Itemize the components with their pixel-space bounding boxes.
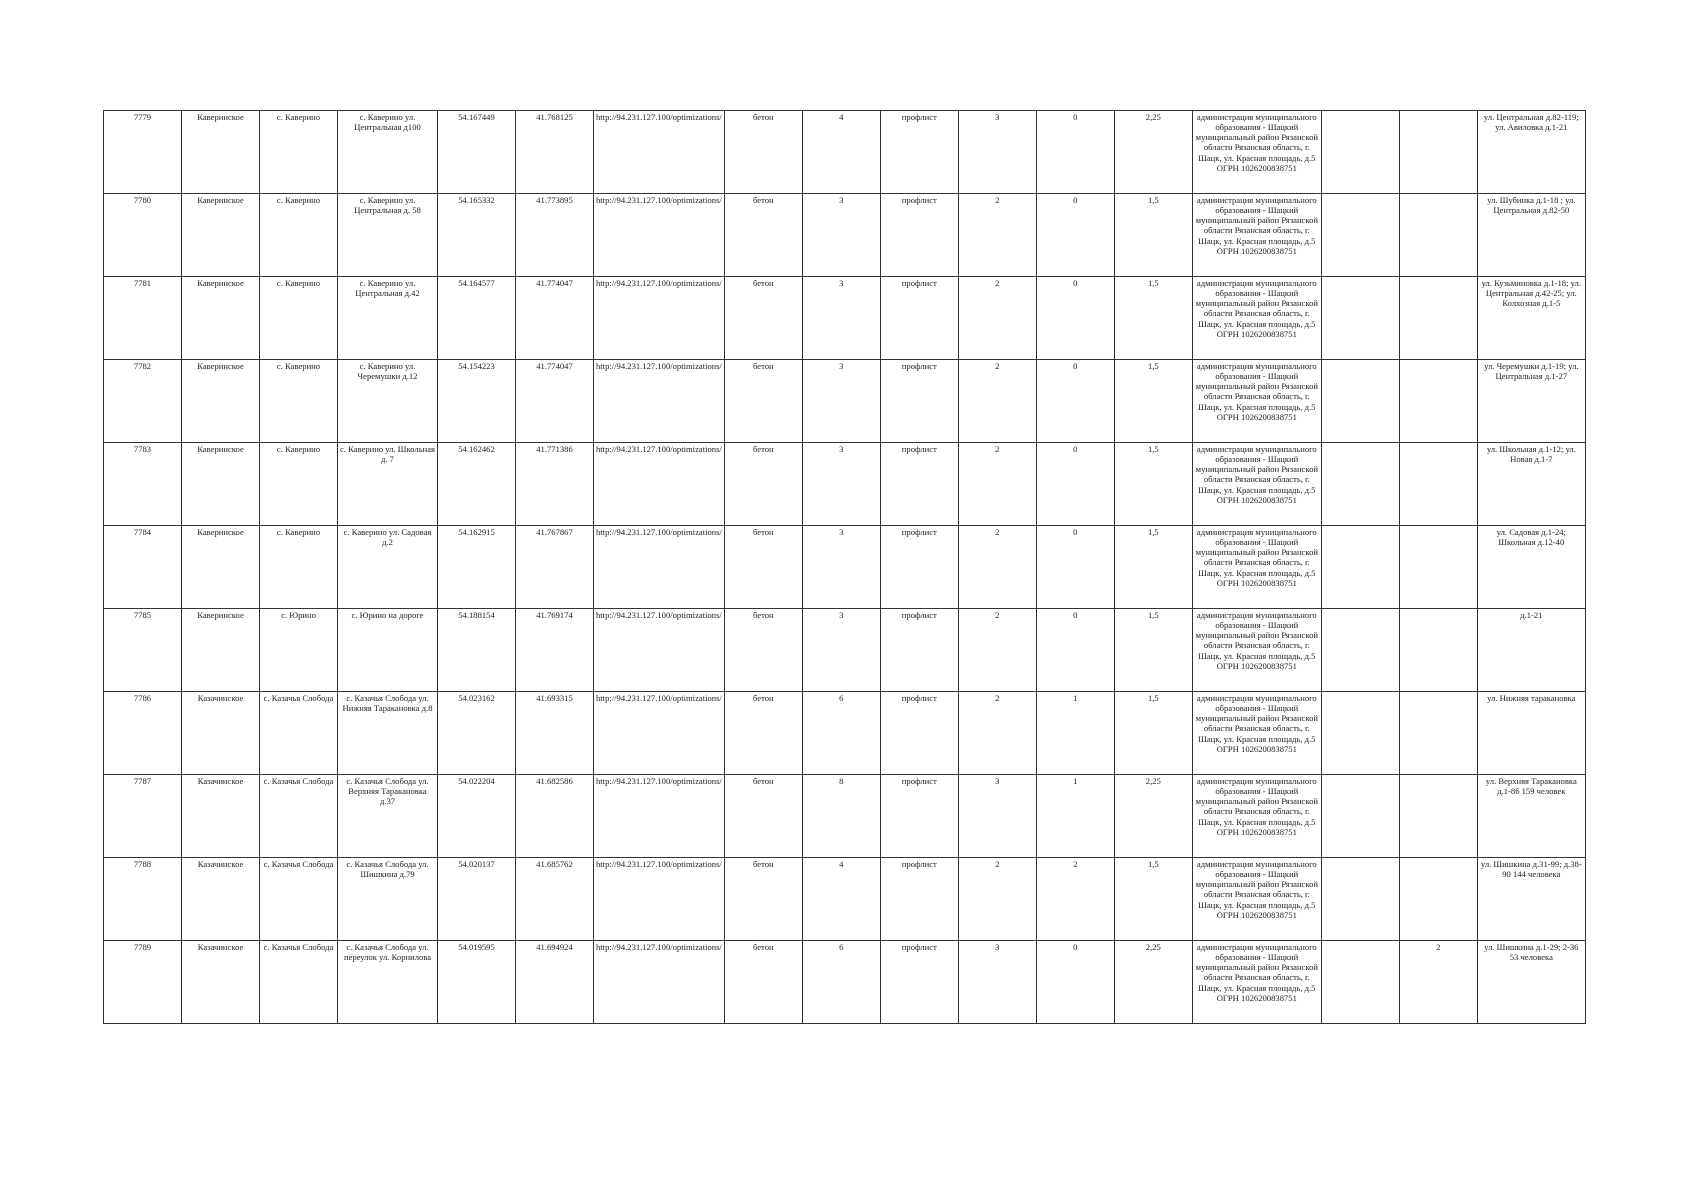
cell-count: [1399, 609, 1477, 692]
cell-extra-containers: 0: [1036, 609, 1114, 692]
table-row: [104, 360, 1586, 443]
cell-area: 1,5: [1114, 194, 1192, 277]
cell-count: [1399, 443, 1477, 526]
cell-settlement: Каверинское: [182, 360, 260, 443]
cell-bins-count: 3: [802, 194, 880, 277]
cell-locality: с. Каверино: [260, 526, 338, 609]
cell-id: 7782: [104, 360, 182, 443]
cell-surface: бетон: [724, 858, 802, 941]
cell-longitude: 41.767867: [516, 526, 594, 609]
cell-locality: с. Казачья Слобода: [260, 692, 338, 775]
cell-area: 1,5: [1114, 858, 1192, 941]
cell-area: 1,5: [1114, 692, 1192, 775]
cell-served-addresses: ул. Школьная д.1-12; ул. Новая д.1-7: [1477, 443, 1585, 526]
table-row: [104, 194, 1586, 277]
cell-containers: 3: [958, 941, 1036, 1024]
cell-id: 7788: [104, 858, 182, 941]
cell-extra-containers: 1: [1036, 692, 1114, 775]
cell-containers: 2: [958, 609, 1036, 692]
cell-bins-count: 3: [802, 609, 880, 692]
cell-id: 7786: [104, 692, 182, 775]
cell-fence: профлист: [880, 277, 958, 360]
cell-empty: [1321, 775, 1399, 858]
cell-settlement: Казачинское: [182, 858, 260, 941]
cell-served-addresses: ул. Шишкина д.1-29; 2-36 53 человека: [1477, 941, 1585, 1024]
cell-containers: 2: [958, 360, 1036, 443]
cell-containers: 3: [958, 775, 1036, 858]
cell-address: с. Казачья Слобода ул. Верхняя Таракановка д.37: [338, 775, 438, 858]
cell-surface: бетон: [724, 443, 802, 526]
cell-owner: администрация муниципального образования - Шацкий муниципальный район Рязанской области Рязанская область, г. Шацк, ул. Красная площадь, д.5 ОГРН 1026200838751: [1192, 360, 1321, 443]
cell-id: 7789: [104, 941, 182, 1024]
cell-owner: администрация муниципального образования - Шацкий муниципальный район Рязанской области Рязанская область, г. Шацк, ул. Красная площадь, д.5 ОГРН 1026200838751: [1192, 692, 1321, 775]
cell-longitude: 41.682586: [516, 775, 594, 858]
cell-locality: с. Каверино: [260, 277, 338, 360]
cell-latitude: 54.019595: [438, 941, 516, 1024]
cell-settlement: Казачинское: [182, 775, 260, 858]
cell-fence: профлист: [880, 111, 958, 194]
cell-containers: 2: [958, 692, 1036, 775]
cell-latitude: 54.164577: [438, 277, 516, 360]
cell-owner: администрация муниципального образования - Шацкий муниципальный район Рязанской области Рязанская область, г. Шацк, ул. Красная площадь, д.5 ОГРН 1026200838751: [1192, 526, 1321, 609]
cell-containers: 2: [958, 443, 1036, 526]
cell-extra-containers: 1: [1036, 775, 1114, 858]
cell-count: [1399, 692, 1477, 775]
cell-link[interactable]: http://94.231.127.100/optimizations/: [594, 277, 725, 360]
document-page: [103, 110, 1586, 1024]
cell-longitude: 41.769174: [516, 609, 594, 692]
cell-empty: [1321, 858, 1399, 941]
cell-empty: [1321, 277, 1399, 360]
table-row: [104, 692, 1586, 775]
cell-link[interactable]: http://94.231.127.100/optimizations/: [594, 194, 725, 277]
cell-address: с. Каверино ул. Центральная д.42: [338, 277, 438, 360]
cell-settlement: Каверинское: [182, 526, 260, 609]
cell-link[interactable]: http://94.231.127.100/optimizations/: [594, 692, 725, 775]
cell-longitude: 41.771386: [516, 443, 594, 526]
cell-count: [1399, 360, 1477, 443]
cell-link[interactable]: http://94.231.127.100/optimizations/: [594, 941, 725, 1024]
cell-owner: администрация муниципального образования - Шацкий муниципальный район Рязанской области Рязанская область, г. Шацк, ул. Красная площадь, д.5 ОГРН 1026200838751: [1192, 609, 1321, 692]
cell-address: с. Казачья Слобода ул. Шишкина д.79: [338, 858, 438, 941]
table-row: [104, 609, 1586, 692]
cell-empty: [1321, 692, 1399, 775]
cell-bins-count: 6: [802, 692, 880, 775]
cell-count: [1399, 526, 1477, 609]
cell-bins-count: 3: [802, 526, 880, 609]
cell-longitude: 41.768125: [516, 111, 594, 194]
cell-extra-containers: 0: [1036, 941, 1114, 1024]
cell-link[interactable]: http://94.231.127.100/optimizations/: [594, 526, 725, 609]
cell-fence: профлист: [880, 941, 958, 1024]
cell-owner: администрация муниципального образования - Шацкий муниципальный район Рязанской области Рязанская область, г. Шацк, ул. Красная площадь, д.5 ОГРН 1026200838751: [1192, 277, 1321, 360]
cell-settlement: Каверинское: [182, 111, 260, 194]
cell-longitude: 41.693315: [516, 692, 594, 775]
cell-count: [1399, 858, 1477, 941]
cell-extra-containers: 0: [1036, 443, 1114, 526]
table-row: [104, 443, 1586, 526]
cell-link[interactable]: http://94.231.127.100/optimizations/: [594, 360, 725, 443]
cell-bins-count: 4: [802, 111, 880, 194]
cell-count: [1399, 194, 1477, 277]
cell-served-addresses: ул. Садовая д.1-24; Школьная д.12-40: [1477, 526, 1585, 609]
cell-extra-containers: 0: [1036, 194, 1114, 277]
cell-served-addresses: ул. Шишкина д.31-99; д.38-90 144 человека: [1477, 858, 1585, 941]
cell-count: [1399, 277, 1477, 360]
cell-address: с. Юрино на дороге: [338, 609, 438, 692]
cell-locality: с. Каверино: [260, 360, 338, 443]
cell-locality: с. Юрино: [260, 609, 338, 692]
cell-surface: бетон: [724, 526, 802, 609]
cell-link[interactable]: http://94.231.127.100/optimizations/: [594, 111, 725, 194]
cell-area: 1,5: [1114, 443, 1192, 526]
cell-count: [1399, 111, 1477, 194]
table-row: [104, 775, 1586, 858]
cell-longitude: 41.774047: [516, 360, 594, 443]
cell-longitude: 41.774047: [516, 277, 594, 360]
cell-surface: бетон: [724, 111, 802, 194]
cell-served-addresses: ул. Нижняя таракановка: [1477, 692, 1585, 775]
cell-link[interactable]: http://94.231.127.100/optimizations/: [594, 609, 725, 692]
cell-fence: профлист: [880, 609, 958, 692]
cell-longitude: 41.773895: [516, 194, 594, 277]
cell-fence: профлист: [880, 194, 958, 277]
cell-fence: профлист: [880, 360, 958, 443]
cell-bins-count: 6: [802, 941, 880, 1024]
cell-empty: [1321, 111, 1399, 194]
cell-latitude: 54.023162: [438, 692, 516, 775]
cell-latitude: 54.167449: [438, 111, 516, 194]
cell-surface: бетон: [724, 609, 802, 692]
cell-locality: с. Каверино: [260, 194, 338, 277]
cell-link[interactable]: http://94.231.127.100/optimizations/: [594, 775, 725, 858]
cell-served-addresses: ул. Верхняя Таракановка д.1-86 159 человек: [1477, 775, 1585, 858]
cell-served-addresses: ул. Центральная д.82-119; ул. Авиловка д.1-21: [1477, 111, 1585, 194]
cell-owner: администрация муниципального образования - Шацкий муниципальный район Рязанской области Рязанская область, г. Шацк, ул. Красная площадь, д.5 ОГРН 1026200838751: [1192, 775, 1321, 858]
cell-area: 2,25: [1114, 941, 1192, 1024]
cell-address: с. Каверино ул. Садовая д.2: [338, 526, 438, 609]
cell-containers: 2: [958, 858, 1036, 941]
cell-bins-count: 4: [802, 858, 880, 941]
cell-extra-containers: 0: [1036, 526, 1114, 609]
cell-containers: 2: [958, 194, 1036, 277]
cell-settlement: Каверинское: [182, 194, 260, 277]
cell-empty: [1321, 526, 1399, 609]
table-row: [104, 941, 1586, 1024]
cell-fence: профлист: [880, 526, 958, 609]
cell-address: с. Каверино ул. Центральная д100: [338, 111, 438, 194]
cell-empty: [1321, 609, 1399, 692]
cell-locality: с. Каверино: [260, 443, 338, 526]
cell-served-addresses: ул. Кузьминовка д.1-18; ул. Центральная д.42-25; ул. Колхозная д.1-5: [1477, 277, 1585, 360]
cell-id: 7787: [104, 775, 182, 858]
cell-longitude: 41.685762: [516, 858, 594, 941]
cell-surface: бетон: [724, 692, 802, 775]
cell-containers: 2: [958, 526, 1036, 609]
cell-surface: бетон: [724, 277, 802, 360]
cell-extra-containers: 0: [1036, 277, 1114, 360]
cell-area: 2,25: [1114, 775, 1192, 858]
cell-extra-containers: 2: [1036, 858, 1114, 941]
cell-settlement: Каверинское: [182, 277, 260, 360]
cell-address: с. Каверино ул. Центральная д. 58: [338, 194, 438, 277]
cell-area: 1,5: [1114, 609, 1192, 692]
cell-empty: [1321, 941, 1399, 1024]
cell-bins-count: 8: [802, 775, 880, 858]
cell-surface: бетон: [724, 360, 802, 443]
cell-bins-count: 3: [802, 443, 880, 526]
cell-latitude: 54.022204: [438, 775, 516, 858]
cell-locality: с. Каверино: [260, 111, 338, 194]
cell-empty: [1321, 360, 1399, 443]
cell-latitude: 54.188154: [438, 609, 516, 692]
cell-settlement: Казачинское: [182, 692, 260, 775]
cell-containers: 2: [958, 277, 1036, 360]
cell-empty: [1321, 443, 1399, 526]
cell-id: 7779: [104, 111, 182, 194]
cell-area: 1,5: [1114, 526, 1192, 609]
cell-owner: администрация муниципального образования - Шацкий муниципальный район Рязанской области Рязанская область, г. Шацк, ул. Красная площадь, д.5 ОГРН 1026200838751: [1192, 194, 1321, 277]
cell-owner: администрация муниципального образования - Шацкий муниципальный район Рязанской области Рязанская область, г. Шацк, ул. Красная площадь, д.5 ОГРН 1026200838751: [1192, 111, 1321, 194]
cell-locality: с. Казачья Слобода: [260, 858, 338, 941]
cell-id: 7783: [104, 443, 182, 526]
table-row: [104, 526, 1586, 609]
cell-link[interactable]: http://94.231.127.100/optimizations/: [594, 443, 725, 526]
cell-locality: с. Казачья Слобода: [260, 775, 338, 858]
cell-latitude: 54.020137: [438, 858, 516, 941]
cell-settlement: Каверинское: [182, 609, 260, 692]
cell-served-addresses: ул. Черемушки д.1-19; ул. Центральная д.1-27: [1477, 360, 1585, 443]
cell-settlement: Каверинское: [182, 443, 260, 526]
cell-address: с. Казачья Слобода ул. Нижняя Таракановка д.8: [338, 692, 438, 775]
cell-area: 1,5: [1114, 277, 1192, 360]
cell-id: 7785: [104, 609, 182, 692]
cell-surface: бетон: [724, 775, 802, 858]
cell-extra-containers: 0: [1036, 360, 1114, 443]
cell-served-addresses: ул. Шубинка д.1-18 ; ул. Центральная д.82-50: [1477, 194, 1585, 277]
cell-surface: бетон: [724, 941, 802, 1024]
cell-area: 2,25: [1114, 111, 1192, 194]
cell-count: 2: [1399, 941, 1477, 1024]
cell-id: 7784: [104, 526, 182, 609]
cell-bins-count: 3: [802, 360, 880, 443]
cell-latitude: 54.154223: [438, 360, 516, 443]
cell-owner: администрация муниципального образования - Шацкий муниципальный район Рязанской области Рязанская область, г. Шацк, ул. Красная площадь, д.5 ОГРН 1026200838751: [1192, 858, 1321, 941]
cell-settlement: Казачинское: [182, 941, 260, 1024]
cell-fence: профлист: [880, 775, 958, 858]
cell-containers: 3: [958, 111, 1036, 194]
cell-extra-containers: 0: [1036, 111, 1114, 194]
registry-table: [103, 110, 1586, 1024]
cell-latitude: 54.162915: [438, 526, 516, 609]
cell-owner: администрация муниципального образования - Шацкий муниципальный район Рязанской области Рязанская область, г. Шацк, ул. Красная площадь, д.5 ОГРН 1026200838751: [1192, 443, 1321, 526]
cell-id: 7780: [104, 194, 182, 277]
cell-surface: бетон: [724, 194, 802, 277]
cell-address: с. Казачья Слобода ул. переулок ул. Корнилова: [338, 941, 438, 1024]
cell-link[interactable]: http://94.231.127.100/optimizations/: [594, 858, 725, 941]
cell-fence: профлист: [880, 692, 958, 775]
cell-fence: профлист: [880, 443, 958, 526]
cell-fence: профлист: [880, 858, 958, 941]
cell-latitude: 54.162462: [438, 443, 516, 526]
cell-area: 1,5: [1114, 360, 1192, 443]
cell-locality: с. Казачья Слобода: [260, 941, 338, 1024]
cell-id: 7781: [104, 277, 182, 360]
cell-count: [1399, 775, 1477, 858]
cell-longitude: 41.694924: [516, 941, 594, 1024]
table-row: [104, 111, 1586, 194]
table-row: [104, 277, 1586, 360]
table-row: [104, 858, 1586, 941]
cell-address: с. Каверино ул. Черемушки д.12: [338, 360, 438, 443]
cell-address: с. Каверино ул. Школьная д. 7: [338, 443, 438, 526]
cell-bins-count: 3: [802, 277, 880, 360]
cell-latitude: 54.165332: [438, 194, 516, 277]
cell-owner: администрация муниципального образования - Шацкий муниципальный район Рязанской области Рязанская область, г. Шацк, ул. Красная площадь, д.5 ОГРН 1026200838751: [1192, 941, 1321, 1024]
cell-served-addresses: д.1-21: [1477, 609, 1585, 692]
cell-empty: [1321, 194, 1399, 277]
